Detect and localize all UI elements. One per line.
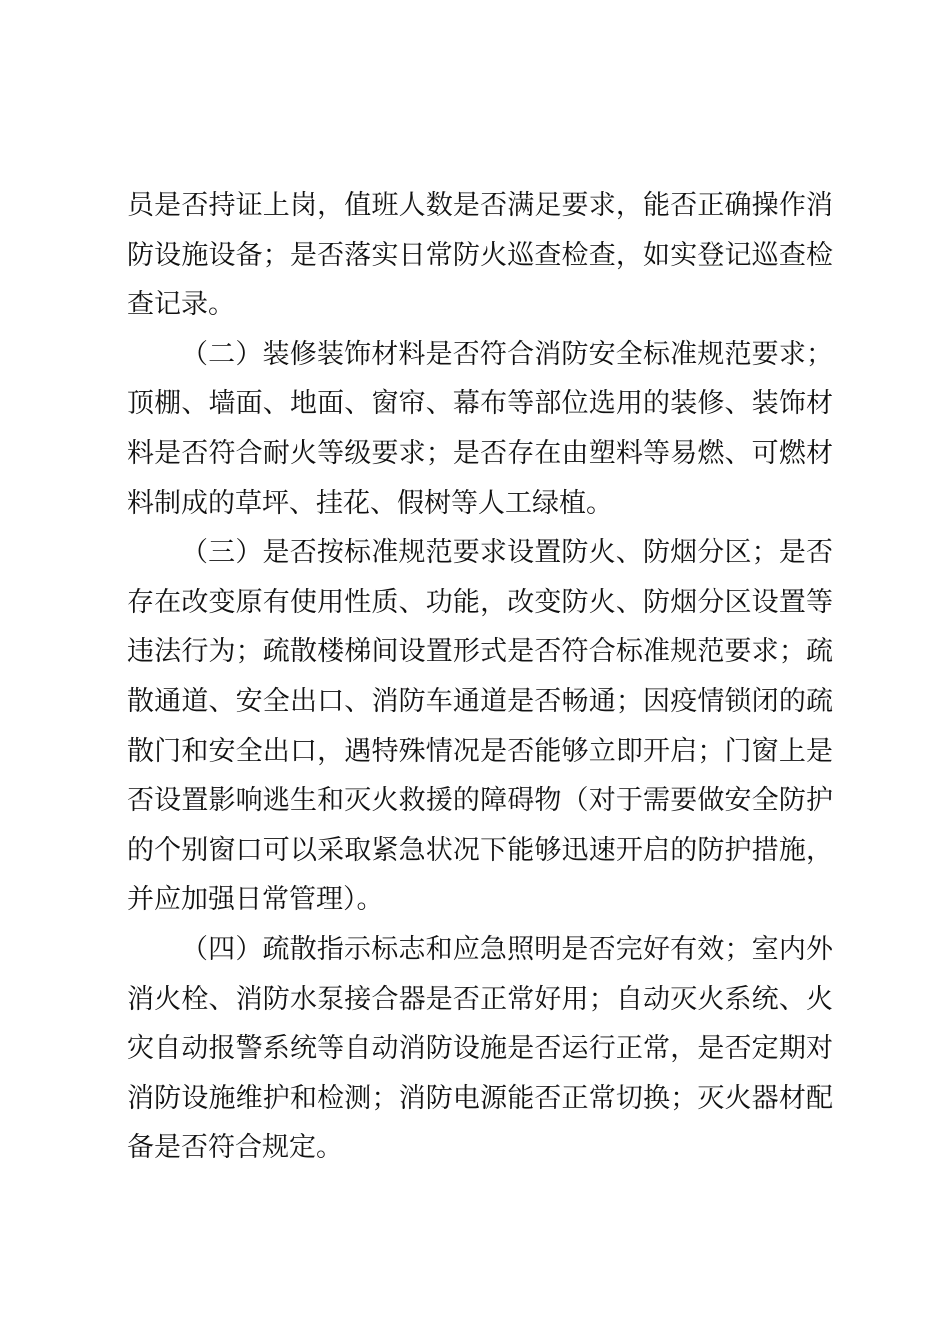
- paragraph-section-2: （二）装修装饰材料是否符合消防安全标准规范要求；顶棚、墙面、地面、窗帘、幕布等部位选用的装修、装饰材料是否符合耐火等级要求；是否存在由塑料等易燃、可燃材料制成的草坪、挂花、假树等人工绿植。: [127, 338, 833, 519]
- paragraph-section-3: （三）是否按标准规范要求设置防火、防烟分区；是否存在改变原有使用性质、功能，改变防火、防烟分区设置等违法行为；疏散楼梯间设置形式是否符合标准规范要求；疏散通道、安全出口、消防车通道是否畅通；因疫情锁闭的疏散门和安全出口，遇特殊情况是否能够立即开启；门窗上是否设置影响逃生和灭火救援的障碍物（对于需要做安全防护的个别窗口可以采取紧急状况下能够迅速开启的防护措施，并应加强日常管理）。: [127, 537, 833, 916]
- paragraph-continuation: 员是否持证上岗，值班人数是否满足要求，能否正确操作消防设施设备；是否落实日常防火巡查检查，如实登记巡查检查记录。: [127, 190, 833, 321]
- document-body: [127, 181, 833, 1173]
- paragraph-section-4: （四）疏散指示标志和应急照明是否完好有效；室内外消火栓、消防水泵接合器是否正常好用；自动灭火系统、火灾自动报警系统等自动消防设施是否运行正常，是否定期对消防设施维护和检测；消防电源能否正常切换；灭火器材配备是否符合规定。: [127, 933, 833, 1164]
